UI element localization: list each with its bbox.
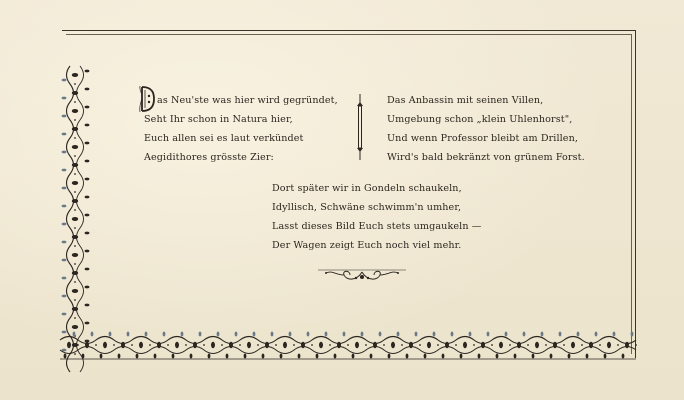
verse-line: Aegidithores grösste Zier:	[144, 152, 274, 163]
verse-line: Wird's bald bekränzt von grünem Forst.	[387, 152, 585, 163]
verse-line: Das Anbassin mit seinen Villen,	[387, 95, 544, 106]
vertical-rule-ornament-icon	[355, 94, 365, 160]
verse-line: Umgebung schon „klein Uhlenhorst",	[387, 114, 573, 125]
floral-vine-border-icon	[60, 330, 636, 360]
scroll-flourish-icon	[316, 266, 408, 284]
verse-line: Seht Ihr schon in Natura hier,	[144, 114, 293, 125]
verse-line: Der Wagen zeigt Euch noch viel mehr.	[272, 240, 462, 251]
verse-line: Lasst dieses Bild Euch stets umgaukeln —	[272, 221, 482, 232]
right-stanza	[387, 91, 585, 167]
verse-line: Und wenn Professor bleibt am Drillen,	[387, 133, 579, 144]
verse-line: Dort später wir in Gondeln schaukeln,	[272, 183, 462, 194]
verse-line: Euch allen sei es laut verkündet	[144, 133, 304, 144]
left-stanza	[144, 91, 338, 167]
verse-line: Idyllisch, Schwäne schwimm'n umher,	[272, 202, 462, 213]
verse-line: as Neu'ste was hier wird gegründet,	[157, 95, 338, 106]
floral-vine-border-icon	[60, 66, 94, 358]
bottom-stanza	[272, 179, 481, 255]
